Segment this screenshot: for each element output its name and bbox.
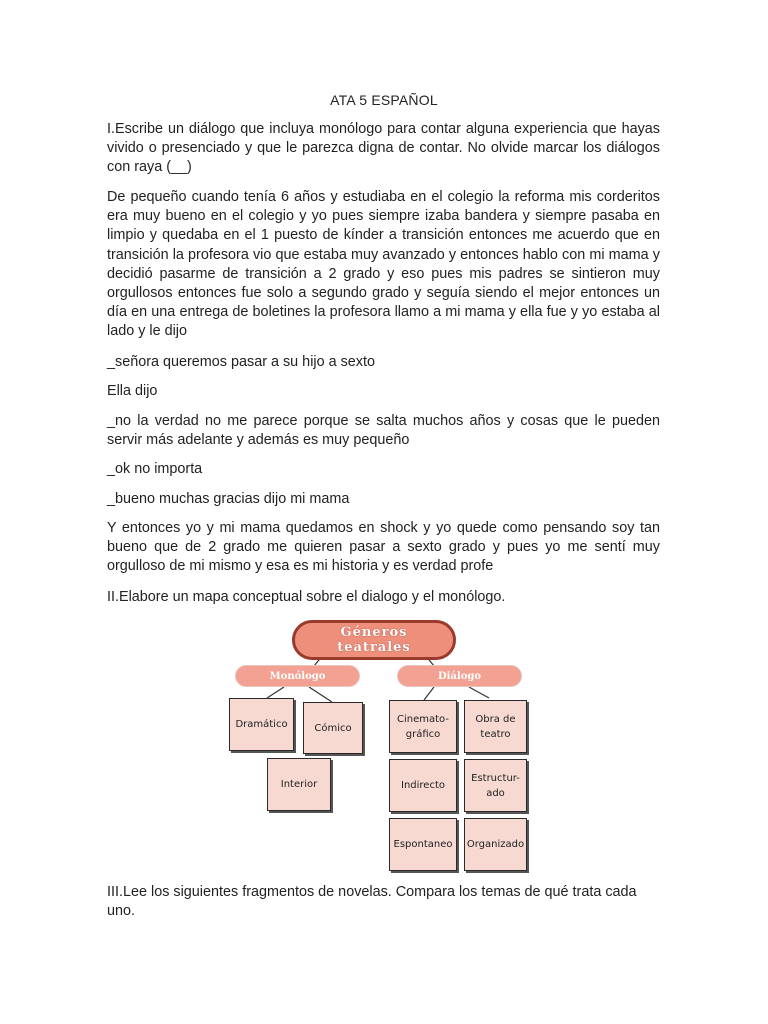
node-label: Cómico [314,722,352,734]
node-label: Espontaneo [393,839,453,850]
dialogue-line-5: _bueno muchas gracias dijo mi mama [107,491,350,507]
document-title: ATA 5 ESPAÑOL [330,92,438,108]
branch-label-dialogo: Diálogo [437,670,482,682]
node-label-line-1: Obra de [475,713,516,725]
dialogue-line-4: _ok no importa [107,461,203,477]
root-label-line-2: teatrales [337,640,411,655]
dialogue-line-2: Ella dijo [107,383,158,399]
node-cinematografico [389,700,457,753]
branch-label-monologo: Monólogo [269,670,326,682]
node-label: Indirecto [401,780,445,791]
node-label: Dramático [235,719,288,730]
question-3: III.Lee los siguientes fragmentos de novelas. Compara los temas de qué trata cada uno. [107,884,637,920]
question-1: I.Escribe un diálogo que incluya monólogo para contar alguna experiencia que hayas vivido o presenciado y que le parezca digna de contar. No olvide marcar los diálogos con raya (__) [107,121,660,176]
node-label-line-1: Estructur- [471,772,520,784]
node-estructurado [464,759,527,812]
node-obra-de-teatro [464,700,527,753]
dialogue-line-1: _señora queremos pasar a su hijo a sexto [107,354,375,370]
node-organizado [464,818,527,871]
node-label: Organizado [466,839,525,850]
node-label-line-1: Cinemato- [397,713,449,725]
node-label-line-2: teatro [480,728,511,740]
node-label-line-2: gráfico [405,728,441,740]
node-espontaneo [389,818,457,871]
concept-map [229,616,534,878]
branch-node-dialogo [397,665,522,687]
node-comico [303,702,363,754]
dialogue-line-3: _no la verdad no me parece porque se salta muchos años y cosas que le pueden servir más adelante y además es muy pequeño [107,413,660,449]
node-indirecto [389,759,457,812]
story-paragraph: De pequeño cuando tenía 6 años y estudiaba en el colegio la reforma mis corderitos era muy bueno en el colegio y yo pues siempre izaba bandera y siempre pasaba en limpio y quedaba en el 1 puesto de kínder a transición entonces me acuerdo que en transición la profesora vio que estaba muy avanzado y entonces hablo con mi mama y decidió pasarme de transición a 2 grado y eso pues mis padres se sintieron muy orgullosos entonces fue solo a segundo grado y seguía siendo el mejor entonces un día en una entrega de boletines la profesora llamo a mi mama y ella fue y yo estaba al lado y le dijo [107,189,660,340]
node-interior [267,758,331,811]
node-label: Interior [280,779,318,790]
branch-node-monologo [235,665,360,687]
root-node-generos-teatrales [292,620,456,660]
conclusion-paragraph: Y entonces yo y mi mama quedamos en shock y yo quede como pensando soy tan bueno que de 2 grado me quieren pasar a sexto grado y pues yo me sentí muy orgulloso de mi mismo y esa es mi historia y es verdad profe [107,520,660,575]
node-label-line-2: ado [486,787,505,799]
root-label-line-1: Géneros [340,625,408,640]
node-dramatico [229,698,294,751]
question-2: II.Elabore un mapa conceptual sobre el dialogo y el monólogo. [107,589,506,605]
